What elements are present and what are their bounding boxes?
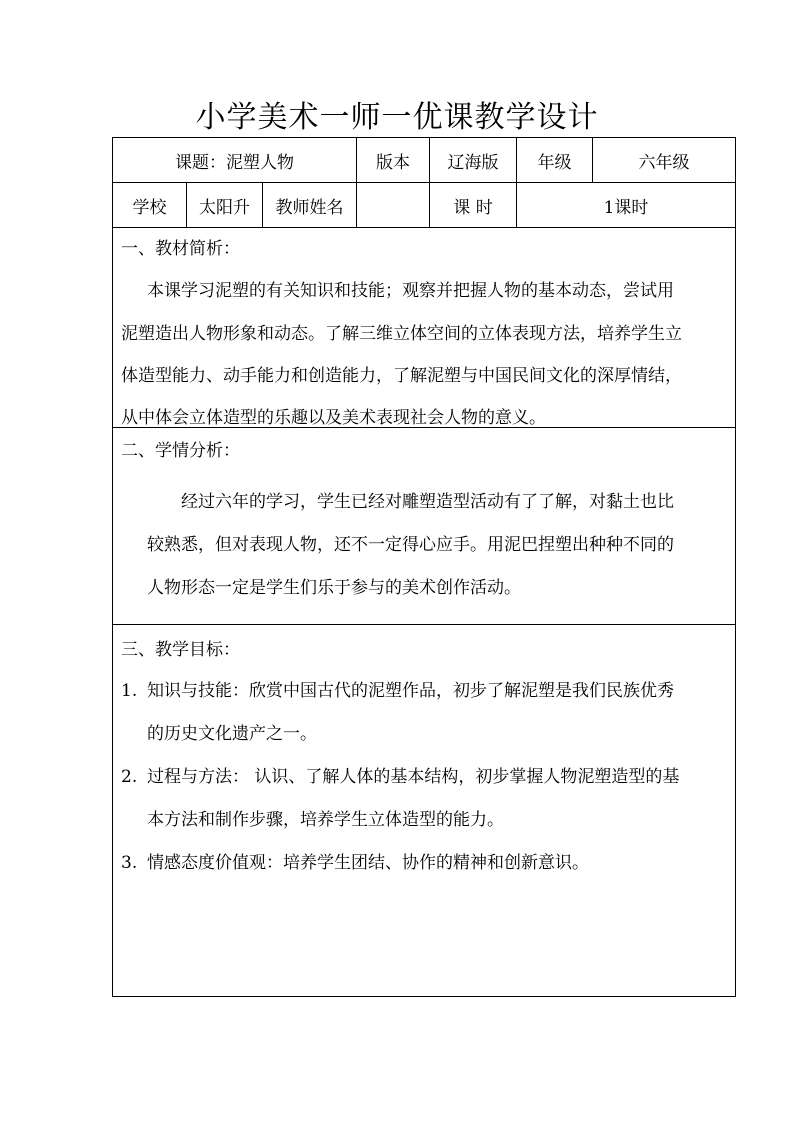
paragraph-line: 经过六年的学习，学生已经对雕塑造型活动有了了解，对黏土也比 [181,492,674,512]
section-heading: 二、学情分析： [121,441,240,461]
grade-value: 六年级 [638,152,690,173]
school-label: 学校 [113,183,187,227]
goal-line: 知识与技能：欣赏中国古代的泥塑作品，初步了解泥塑是我们民族优秀 [147,681,674,701]
topic-cell: 课题：泥塑人物 [113,138,357,182]
paragraph-line: 体造型能力、动手能力和创造能力，了解泥塑与中国民间文化的深厚情结， [121,366,682,386]
goal-line: 本方法和制作步骤，培养学生立体造型的能力。 [147,810,504,830]
document-title: 小学美术一师一优课教学设计 [195,100,599,135]
section-textbook-analysis [113,228,735,428]
paragraph-line: 本课学习泥塑的有关知识和技能；观察并把握人物的基本动态，尝试用 [147,281,674,301]
paragraph-line: 较熟悉，但对表现人物，还不一定得心应手。用泥巴捏塑出种种不同的 [147,535,674,555]
section-heading: 三、教学目标： [121,640,240,660]
goal-number: 3. [121,853,138,873]
goal-line: 的历史文化遗产之一。 [147,724,317,744]
goal-number: 2. [121,767,138,787]
lesson-plan-table [112,137,736,997]
info-row-2 [113,183,735,228]
section-heading: 一、教材简析： [121,239,240,259]
grade-label: 年级 [517,138,593,182]
section-teaching-goals [113,625,735,996]
goal-line: 情感态度价值观：培养学生团结、协作的精神和创新意识。 [147,853,589,873]
goal-line: 过程与方法： 认识、了解人体的基本结构，初步掌握人物泥塑造型的基 [147,767,680,787]
teacher-value [357,183,430,227]
goal-number: 1. [121,681,138,701]
period-value: 1课时 [603,197,649,218]
paragraph-line: 泥塑造出人物形象和动态。了解三维立体空间的立体表现方法，培养学生立 [121,324,682,344]
section-learner-analysis [113,428,735,625]
period-label: 课 时 [430,183,517,227]
edition-label: 版本 [357,138,430,182]
school-value: 太阳升 [187,183,263,227]
info-row-1 [113,138,735,183]
edition-value: 辽海版 [430,138,517,182]
paragraph-line: 人物形态一定是学生们乐于参与的美术创作活动。 [147,578,521,598]
teacher-label: 教师姓名 [263,183,357,227]
paragraph-line: 从中体会立体造型的乐趣以及美术表现社会人物的意义。 [121,408,546,428]
